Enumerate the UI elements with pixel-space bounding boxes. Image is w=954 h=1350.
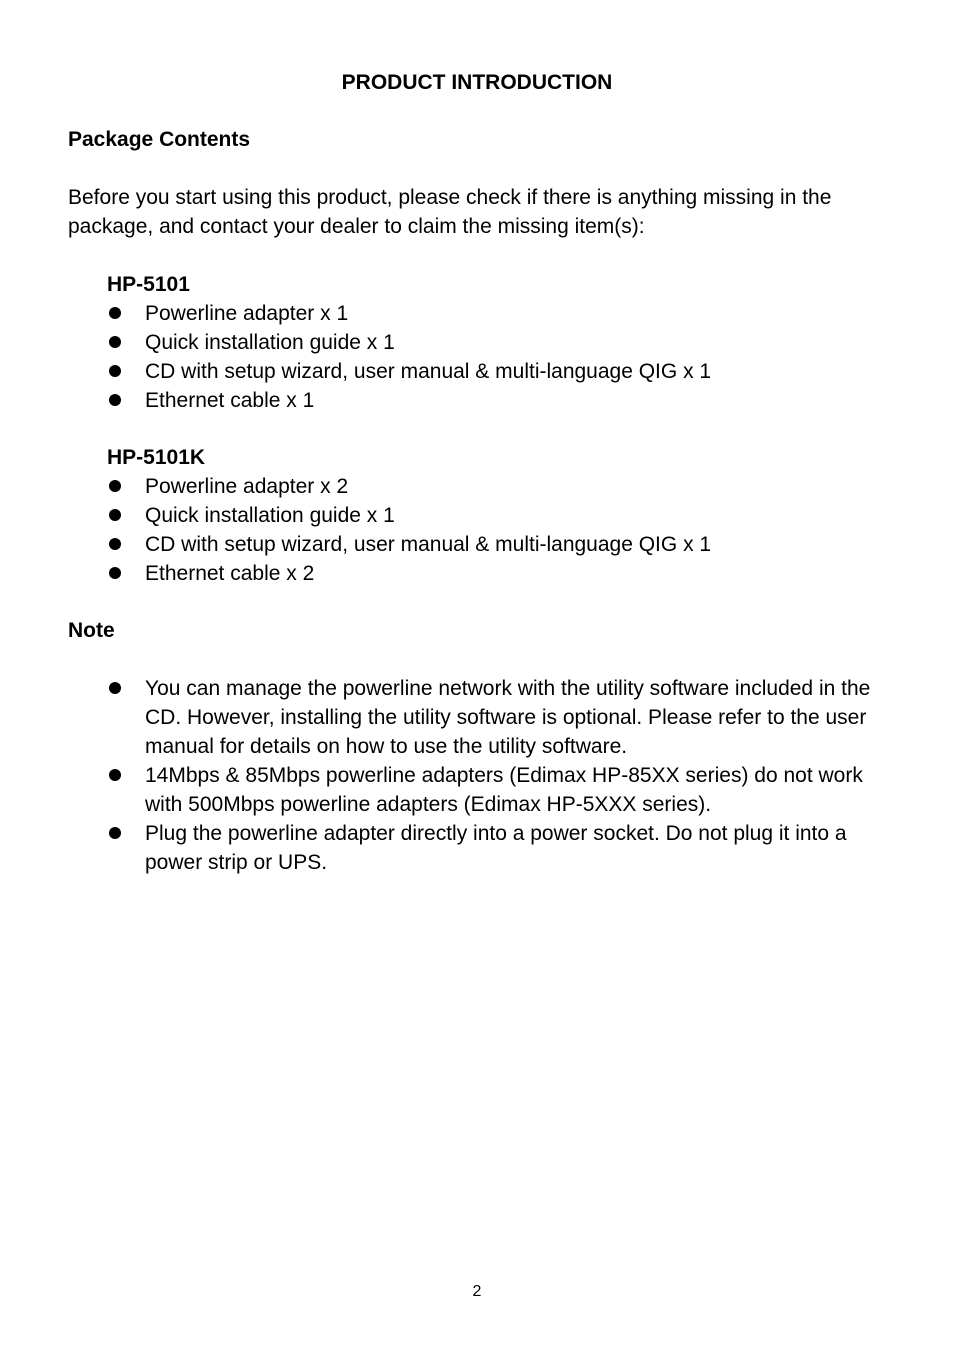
bullet-icon	[109, 394, 121, 406]
model-heading-hp-5101k: HP-5101K	[107, 446, 206, 469]
bullet-icon	[109, 538, 121, 550]
list-item: Plug the powerline adapter directly into a power socket. Do not plug it into a power strip or UPS.	[107, 819, 888, 877]
bullet-icon	[109, 682, 121, 694]
bullet-icon	[109, 307, 121, 319]
hp-5101-contents-list	[107, 299, 888, 415]
bullet-icon	[109, 769, 121, 781]
list-item: CD with setup wizard, user manual & multi-language QIG x 1	[107, 530, 888, 559]
hp-5101k-contents-list	[107, 472, 888, 588]
list-item: CD with setup wizard, user manual & multi-language QIG x 1	[107, 357, 888, 386]
bullet-icon	[109, 827, 121, 839]
package-contents-heading: Package Contents	[68, 128, 251, 151]
list-item: 14Mbps & 85Mbps powerline adapters (Edimax HP-85XX series) do not work with 500Mbps powerline adapters (Edimax HP-5XXX series).	[107, 761, 888, 819]
list-item: Quick installation guide x 1	[107, 328, 888, 357]
bullet-icon	[109, 480, 121, 492]
page-number: 2	[472, 1283, 482, 1300]
bullet-icon	[109, 365, 121, 377]
note-list	[107, 674, 888, 877]
package-contents-intro: Before you start using this product, please check if there is anything missing in the package, and contact your dealer to claim the missing item(s):	[68, 186, 832, 238]
bullet-icon	[109, 336, 121, 348]
list-item: Quick installation guide x 1	[107, 501, 888, 530]
bullet-icon	[109, 567, 121, 579]
list-item: Ethernet cable x 1	[107, 386, 888, 415]
list-item: Powerline adapter x 1	[107, 299, 888, 328]
page-title: PRODUCT INTRODUCTION	[341, 71, 613, 94]
note-heading: Note	[68, 619, 115, 642]
list-item: Powerline adapter x 2	[107, 472, 888, 501]
list-item: Ethernet cable x 2	[107, 559, 888, 588]
bullet-icon	[109, 509, 121, 521]
model-heading-hp-5101: HP-5101	[107, 273, 190, 296]
list-item: You can manage the powerline network with the utility software included in the CD. However, installing the utility software is optional. Please refer to the user manual for details on how to use the utility software.	[107, 674, 888, 761]
